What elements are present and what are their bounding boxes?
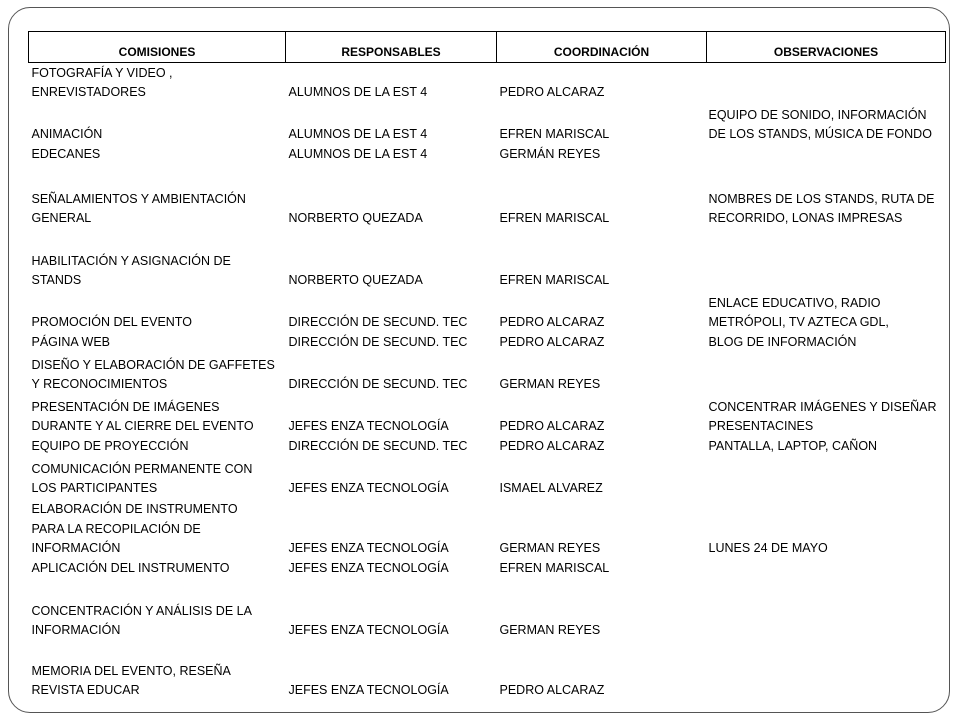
responsable-cell: DIRECCIÓN DE SECUND. TEC	[288, 377, 468, 391]
header-coordinacion: COORDINACIÓN	[497, 32, 707, 63]
coordinacion-cell: GERMAN REYES	[499, 623, 601, 637]
responsable-cell: JEFES ENZA TECNOLOGÍA	[288, 561, 449, 575]
observaciones-cell-line: ENLACE EDUCATIVO, RADIO	[708, 295, 881, 310]
comision-cell-line: INFORMACIÓN	[31, 541, 121, 555]
comision-cell	[29, 437, 286, 457]
coordinacion-cell: GERMAN REYES	[499, 541, 601, 555]
comision-cell-line: Y RECONOCIMIENTOS	[31, 377, 168, 391]
responsable-cell: JEFES ENZA TECNOLOGÍA	[288, 683, 449, 697]
table-row	[29, 333, 946, 353]
comision-cell	[29, 333, 286, 353]
commissions-table	[28, 31, 946, 701]
observaciones-cell	[707, 457, 946, 499]
responsable-cell: JEFES ENZA TECNOLOGÍA	[288, 541, 449, 555]
comision-cell	[29, 457, 286, 499]
coordinacion-cell: PEDRO ALCARAZ	[499, 439, 605, 453]
comision-cell-line: EDECANES	[31, 147, 101, 161]
observaciones-cell-line: PANTALLA, LAPTOP, CAÑON	[708, 439, 878, 453]
comision-cell-line: COMUNICACIÓN PERMANENTE CON	[31, 461, 253, 476]
coordinacion-cell: EFREN MARISCAL	[499, 561, 610, 575]
comision-cell-line: LOS PARTICIPANTES	[31, 481, 158, 495]
comision-cell-line: PARA LA RECOPILACIÓN DE	[31, 521, 201, 536]
table-row	[29, 395, 946, 437]
observaciones-cell	[707, 499, 946, 559]
responsable-cell: NORBERTO QUEZADA	[288, 273, 423, 287]
observaciones-cell-line: EQUIPO DE SONIDO, INFORMACIÓN	[708, 107, 927, 122]
comision-cell-line: HABILITACIÓN Y ASIGNACIÓN DE	[31, 253, 231, 268]
comision-cell-line: PÁGINA WEB	[31, 335, 110, 349]
comision-cell-line: MEMORIA DEL EVENTO, RESEÑA	[31, 663, 231, 678]
comision-cell-line: ENREVISTADORES	[31, 85, 146, 99]
table-row	[29, 437, 946, 457]
coordinacion-cell: GERMÁN REYES	[499, 147, 601, 161]
comision-cell-line: SEÑALAMIENTOS Y AMBIENTACIÓN	[31, 191, 246, 206]
table-row	[29, 457, 946, 499]
responsable-cell: ALUMNOS DE LA EST 4	[288, 127, 428, 141]
responsable-cell: JEFES ENZA TECNOLOGÍA	[288, 481, 449, 495]
comision-cell-line: EQUIPO DE PROYECCIÓN	[31, 439, 189, 453]
comision-cell-line: INFORMACIÓN	[31, 623, 121, 637]
comision-cell	[29, 579, 286, 641]
comision-cell-line: DISEÑO Y ELABORACIÓN DE GAFFETES	[31, 357, 275, 372]
comision-cell	[29, 499, 286, 559]
responsable-cell: DIRECCIÓN DE SECUND. TEC	[288, 315, 468, 329]
comision-cell	[29, 395, 286, 437]
comision-cell-line: APLICACIÓN DEL INSTRUMENTO	[31, 561, 230, 575]
coordinacion-cell: EFREN MARISCAL	[499, 273, 610, 287]
comision-cell-line: ELABORACIÓN DE INSTRUMENTO	[31, 502, 238, 516]
observaciones-cell-line: METRÓPOLI, TV AZTECA GDL,	[708, 315, 889, 329]
responsable-cell: JEFES ENZA TECNOLOGÍA	[288, 623, 449, 637]
table-row	[29, 353, 946, 395]
comision-cell	[29, 229, 286, 291]
table-row	[29, 229, 946, 291]
header-responsables: RESPONSABLES	[286, 32, 497, 63]
comision-cell-line: STANDS	[31, 273, 82, 287]
table-body	[29, 63, 946, 701]
table-row	[29, 579, 946, 641]
table-row	[29, 145, 946, 165]
observaciones-cell-line: RECORRIDO, LONAS IMPRESAS	[708, 211, 903, 225]
observaciones-cell	[707, 63, 946, 103]
table-row	[29, 165, 946, 229]
coordinacion-cell: PEDRO ALCARAZ	[499, 85, 605, 99]
table-row	[29, 103, 946, 145]
comision-cell	[29, 641, 286, 701]
observaciones-cell	[707, 165, 946, 229]
coordinacion-cell: PEDRO ALCARAZ	[499, 335, 605, 349]
table-row	[29, 641, 946, 701]
coordinacion-cell: PEDRO ALCARAZ	[499, 315, 605, 329]
responsable-cell: NORBERTO QUEZADA	[288, 211, 423, 225]
observaciones-cell-line: BLOG DE INFORMACIÓN	[708, 335, 857, 349]
coordinacion-cell: EFREN MARISCAL	[499, 211, 610, 225]
comision-cell-line: GENERAL	[31, 211, 92, 225]
table-row	[29, 291, 946, 333]
observaciones-cell	[707, 333, 946, 353]
responsable-cell: JEFES ENZA TECNOLOGÍA	[288, 419, 449, 433]
observaciones-cell	[707, 395, 946, 437]
observaciones-cell	[707, 579, 946, 641]
coordinacion-cell: PEDRO ALCARAZ	[499, 419, 605, 433]
observaciones-cell	[707, 103, 946, 145]
observaciones-cell	[707, 145, 946, 165]
comision-cell-line: PRESENTACIÓN DE IMÁGENES	[31, 399, 220, 414]
header-comisiones: COMISIONES	[29, 32, 286, 63]
table-row	[29, 559, 946, 579]
comision-cell-line: FOTOGRAFÍA Y VIDEO ,	[31, 65, 173, 80]
observaciones-cell-line: NOMBRES DE LOS STANDS, RUTA DE	[708, 191, 935, 206]
observaciones-cell-line: LUNES 24 DE MAYO	[708, 541, 828, 555]
table-row	[29, 63, 946, 103]
comision-cell	[29, 291, 286, 333]
responsable-cell: DIRECCIÓN DE SECUND. TEC	[288, 335, 468, 349]
observaciones-cell	[707, 291, 946, 333]
observaciones-cell-line: DE LOS STANDS, MÚSICA DE FONDO	[708, 127, 932, 141]
comision-cell	[29, 559, 286, 579]
responsable-cell: ALUMNOS DE LA EST 4	[288, 147, 428, 161]
comision-cell	[29, 165, 286, 229]
observaciones-cell	[707, 641, 946, 701]
coordinacion-cell: EFREN MARISCAL	[499, 127, 610, 141]
comision-cell	[29, 63, 286, 103]
observaciones-cell-line: PRESENTACINES	[708, 419, 814, 433]
comision-cell	[29, 353, 286, 395]
comision-cell-line: PROMOCIÓN DEL EVENTO	[31, 315, 192, 329]
comision-cell	[29, 103, 286, 145]
observaciones-cell	[707, 229, 946, 291]
observaciones-cell	[707, 353, 946, 395]
observaciones-cell	[707, 559, 946, 579]
responsable-cell: DIRECCIÓN DE SECUND. TEC	[288, 439, 468, 453]
comision-cell-line: ANIMACIÓN	[31, 127, 103, 141]
coordinacion-cell: PEDRO ALCARAZ	[499, 683, 605, 697]
table-row	[29, 499, 946, 559]
comision-cell	[29, 145, 286, 165]
coordinacion-cell: GERMAN REYES	[499, 377, 601, 391]
header-observaciones: OBSERVACIONES	[707, 32, 946, 63]
comision-cell-line: DURANTE Y AL CIERRE DEL EVENTO	[31, 419, 254, 433]
comision-cell-line: CONCENTRACIÓN Y ANÁLISIS DE LA	[31, 603, 252, 618]
coordinacion-cell: ISMAEL ALVAREZ	[499, 481, 603, 495]
comision-cell-line: REVISTA EDUCAR	[31, 683, 140, 697]
observaciones-cell	[707, 437, 946, 457]
header-row	[29, 32, 946, 63]
responsable-cell: ALUMNOS DE LA EST 4	[288, 85, 428, 99]
observaciones-cell-line: CONCENTRAR IMÁGENES Y DISEÑAR	[708, 399, 937, 414]
